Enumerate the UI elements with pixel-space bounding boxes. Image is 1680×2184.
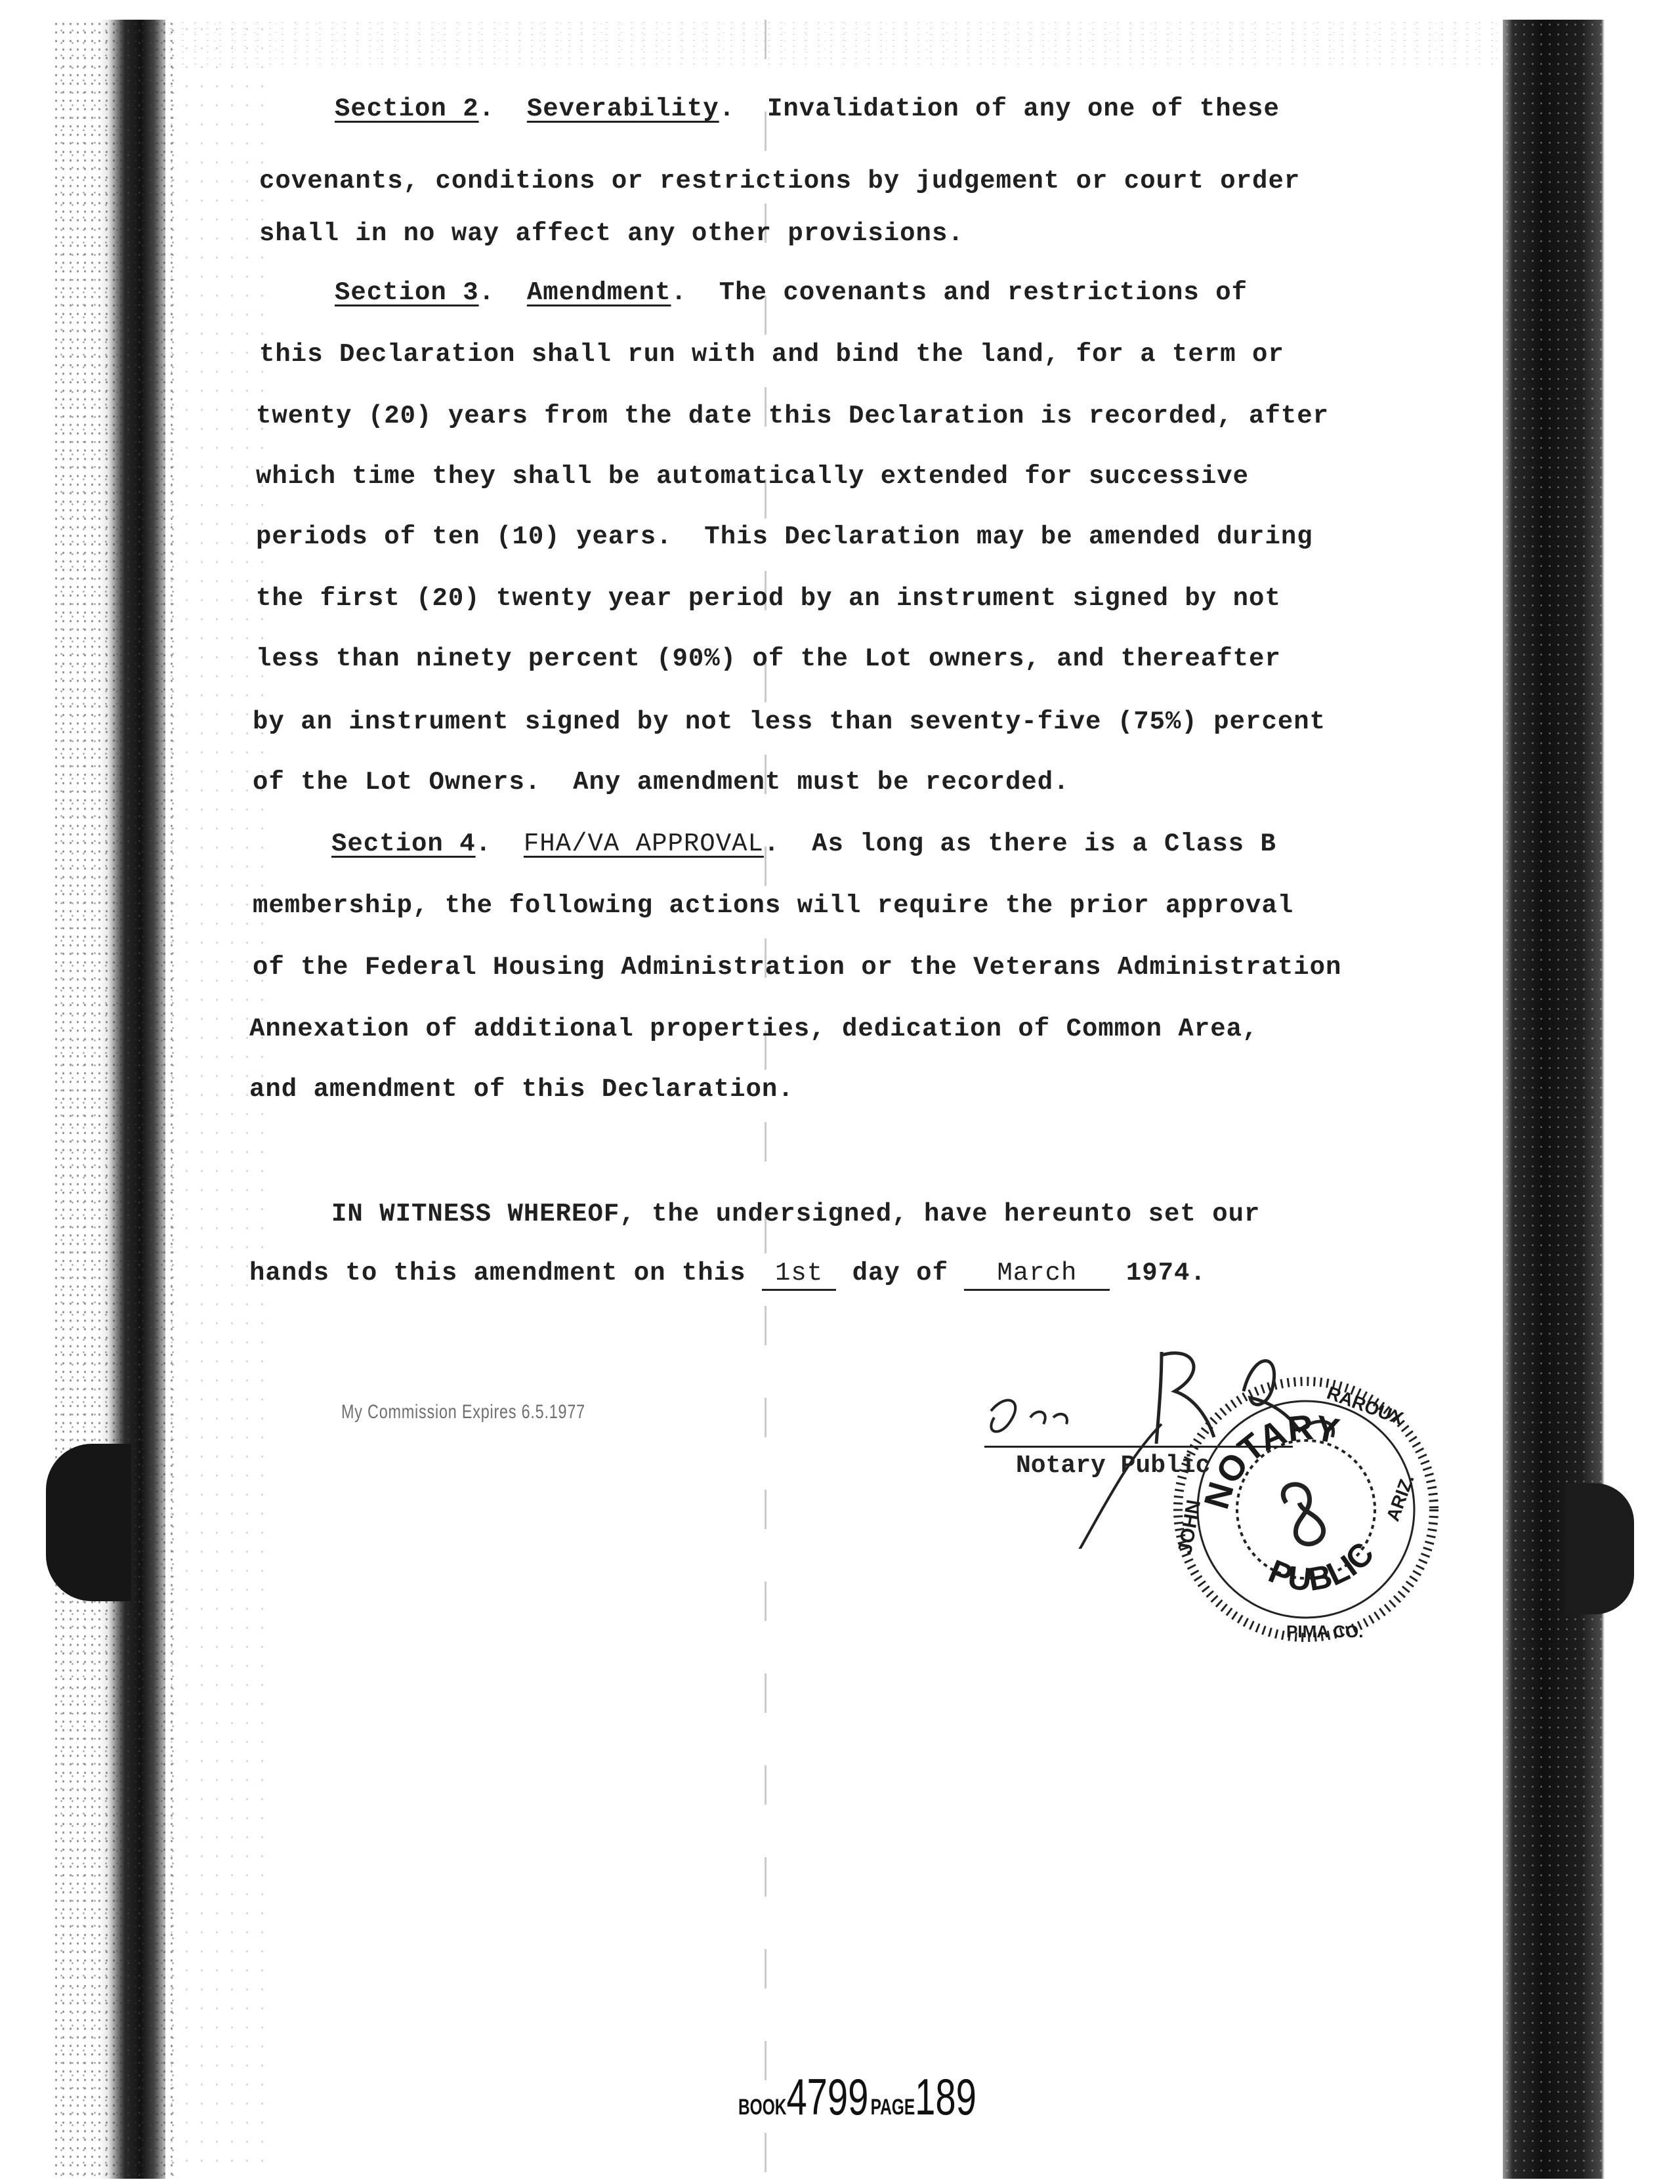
book-label: BOOK [738,2095,787,2120]
witness-line-2-b: day of [852,1259,948,1288]
section-3-line-8: by an instrument signed by not less than seventy-five (75%) percent [253,707,1326,736]
section-4-line-2: membership, the following actions will require the prior approval [253,891,1294,920]
seal-top-text: NOTARY [1196,1407,1343,1513]
section-2-line-3: shall in no way affect any other provisions. [259,219,964,248]
notary-seal [1168,1372,1444,1647]
page-number: 189 [915,2068,976,2126]
page-label: PAGE [870,2095,915,2120]
section-3-line-9: of the Lot Owners. Any amendment must be recorded. [253,768,1070,797]
commission-stamp: My Commission Expires 6.5.1977 [341,1401,585,1423]
section-4-line-5: and amendment of this Declaration. [249,1075,794,1104]
seal-emblem [1283,1484,1323,1544]
section-4-line-4: Annexation of additional properties, dedication of Common Area, [249,1015,1259,1043]
witness-line-2-a: hands to this amendment on this [249,1259,746,1288]
section-3-line-5: periods of ten (10) years. This Declaration may be amended during [256,522,1313,551]
section-2-line-1: Section 2. Severability. Invalidation of any one of these [335,94,1280,123]
book-page-stamp [738,2067,976,2127]
section-3-line-6: the first (20) twenty year period by an instrument signed by not [256,584,1281,613]
seal-right-text: ARIZ. [1382,1471,1418,1524]
section-3-line-2: this Declaration shall run with and bind the land, for a term or [259,340,1284,369]
section-3-title: Amendment [526,278,671,307]
witness-day: 1st [762,1259,836,1291]
scan-tab-left [46,1444,131,1601]
book-number: 4799 [786,2068,869,2126]
section-4-text: As long as there is a Class B [812,830,1276,858]
witness-month: March [964,1259,1110,1291]
section-3-line-3: twenty (20) years from the date this Declaration is recorded, after [256,402,1330,430]
scan-tab-right [1565,1483,1634,1614]
section-3-text: The covenants and restrictions of [719,278,1248,307]
seal-bottom-small-text: PIMA CO. [1286,1622,1364,1641]
scan-noise-right [1503,20,1605,2179]
notary-public-label: Notary Public [1016,1452,1211,1480]
section-4-heading: Section 4 [331,830,476,858]
section-3-line-7: less than ninety percent (90%) of the Lot owners, and thereafter [256,644,1281,673]
section-4-line-3: of the Federal Housing Administration or the Veterans Administration [253,953,1342,982]
section-4-line-1: Section 4. FHA/VA APPROVAL. As long as there is a Class B [331,830,1276,858]
section-4-title: FHA/VA APPROVAL [523,830,764,858]
seal-left-text: JOHN [1174,1498,1206,1556]
section-3-heading: Section 3 [335,278,479,307]
witness-line-2 [249,1259,1206,1291]
scan-noise-left [52,20,177,2179]
section-2-line-2: covenants, conditions or restrictions by judgement or court order [259,167,1301,196]
section-2-heading: Section 2 [335,94,479,123]
section-3-line-4: which time they shall be automatically extended for successive [256,462,1250,491]
section-2-text: Invalidation of any one of these [766,94,1280,123]
witness-line-1: IN WITNESS WHEREOF, the undersigned, have hereunto set our [331,1200,1261,1228]
witness-year: 1974. [1125,1259,1206,1288]
seal-bottom-text: PUBLIC [1263,1535,1381,1599]
seal-right-top-text: RAROUX [1324,1382,1406,1429]
scan-noise-top [164,20,1503,66]
section-3-line-1: Section 3. Amendment. The covenants and restrictions of [335,278,1248,307]
section-2-title: Severability [526,94,719,123]
